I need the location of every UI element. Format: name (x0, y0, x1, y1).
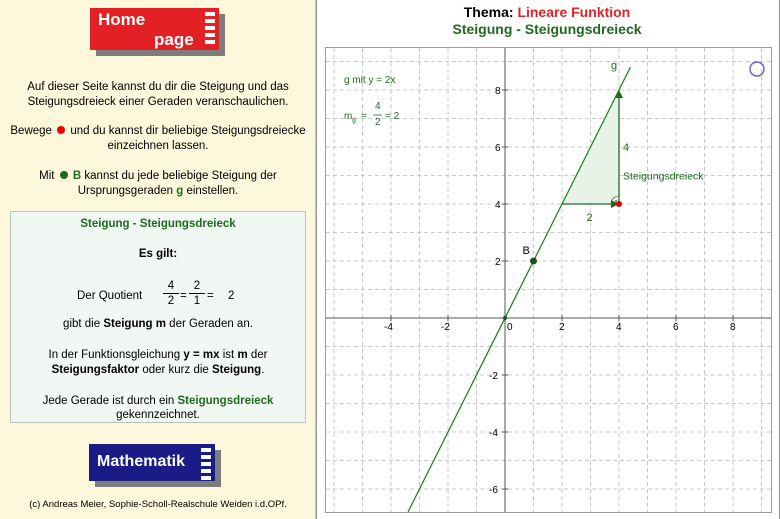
equation-text: g mit y = 2x (344, 75, 396, 86)
home-page-button[interactable] (90, 8, 219, 50)
x-tick-label: 2 (559, 322, 565, 333)
fraction-4-2: 4 2 (163, 280, 179, 307)
green-point-icon (60, 171, 68, 179)
info-line-2: In der Funktionsgleichung y = mx ist m der (48, 349, 268, 361)
geogebra-applet[interactable] (325, 47, 772, 513)
y-tick-label: 6 (495, 143, 501, 154)
mathematik-button[interactable] (89, 444, 215, 481)
x-tick-label: 6 (673, 322, 679, 333)
slope-m-subscript: g (352, 117, 356, 124)
y-tick-label: -4 (489, 428, 498, 439)
home-label: Home (98, 10, 146, 29)
page-subtitle: Steigung - Steigungsdreieck (452, 21, 642, 37)
page-label: page (154, 30, 194, 49)
fraction-2-1: 2 1 (189, 280, 205, 307)
point-b[interactable] (530, 258, 537, 265)
slope-numerator: 4 (375, 101, 381, 112)
coordinate-system[interactable] (326, 48, 771, 512)
intro-text-3: Mit B kannst du jede beliebige Steigung der Ursprungsgeraden g einstellen. (39, 170, 277, 197)
slope-result: = 2 (385, 111, 400, 122)
x-tick-label: 8 (730, 322, 736, 333)
info-line-4: Jede Gerade ist durch ein Steigungsdreieck (42, 395, 274, 407)
x-tick-label: -4 (384, 322, 393, 333)
origin-point (503, 316, 507, 320)
slope-m-label: m (344, 111, 353, 122)
page-title: Thema: Lineare Funktion (463, 4, 631, 20)
intro-text-1: Auf dieser Seite kannst du dir die Steigung und das Steigungsdreieck einer Geraden veranschaulichen. (27, 81, 289, 108)
y-tick-label: 2 (495, 257, 501, 268)
info-line-3: Steigungsfaktor oder kurz die Steigung. (51, 364, 265, 376)
triangle-label: Steigungsdreieck (623, 170, 704, 183)
reset-icon[interactable] (750, 62, 764, 76)
right-angle-dot (615, 200, 617, 202)
mathematik-label: Mathematik (97, 453, 186, 470)
red-point-icon (57, 126, 65, 134)
right-panel (316, 0, 780, 519)
info-title: Steigung - Steigungsdreieck (80, 218, 236, 230)
y-tick-label: 8 (495, 86, 501, 97)
slope-equals: = (361, 111, 367, 122)
info-line-5: gekennzeichnet. (116, 409, 200, 421)
info-line-1: gibt die Steigung m der Geraden an. (63, 318, 253, 330)
es-gilt-heading: Es gilt: (138, 248, 178, 260)
line-g-label: g (611, 60, 618, 73)
left-panel (0, 0, 316, 519)
x-tick-label: -2 (441, 322, 450, 333)
intro-text-2: Bewege und du kannst dir beliebige Steigungsdreiecke einzeichnen lassen. (10, 125, 306, 152)
rise-label: 4 (623, 142, 630, 154)
run-label: 2 (586, 212, 593, 224)
menu-stripes-icon (201, 448, 211, 483)
info-box: Steigung - Steigungsdreieck Es gilt: Der Quotient 4 2 = 2 1 = 2 gibt die Steigung m der Geraden an. In der Funktionsgleichung y = mx ist m der Steigungsfaktor oder kurz die Steigung. Jede Gerade ist durch ein Steigungsdreieck gekennzeichnet. (10, 211, 306, 423)
copyright-text: (c) Andreas Meier, Sophie-Scholl-Realschule Weiden i.d.OPf. (29, 499, 287, 510)
point-b-label: B (522, 245, 530, 257)
y-tick-label: -2 (489, 371, 498, 382)
menu-stripes-icon (205, 12, 215, 47)
y-tick-label: -6 (489, 485, 498, 496)
slope-denominator: 2 (375, 117, 381, 128)
y-tick-label: 4 (495, 200, 501, 211)
x-tick-label: 4 (616, 322, 622, 333)
point-red[interactable] (616, 201, 622, 207)
x-tick-label-0: 0 (507, 322, 513, 333)
